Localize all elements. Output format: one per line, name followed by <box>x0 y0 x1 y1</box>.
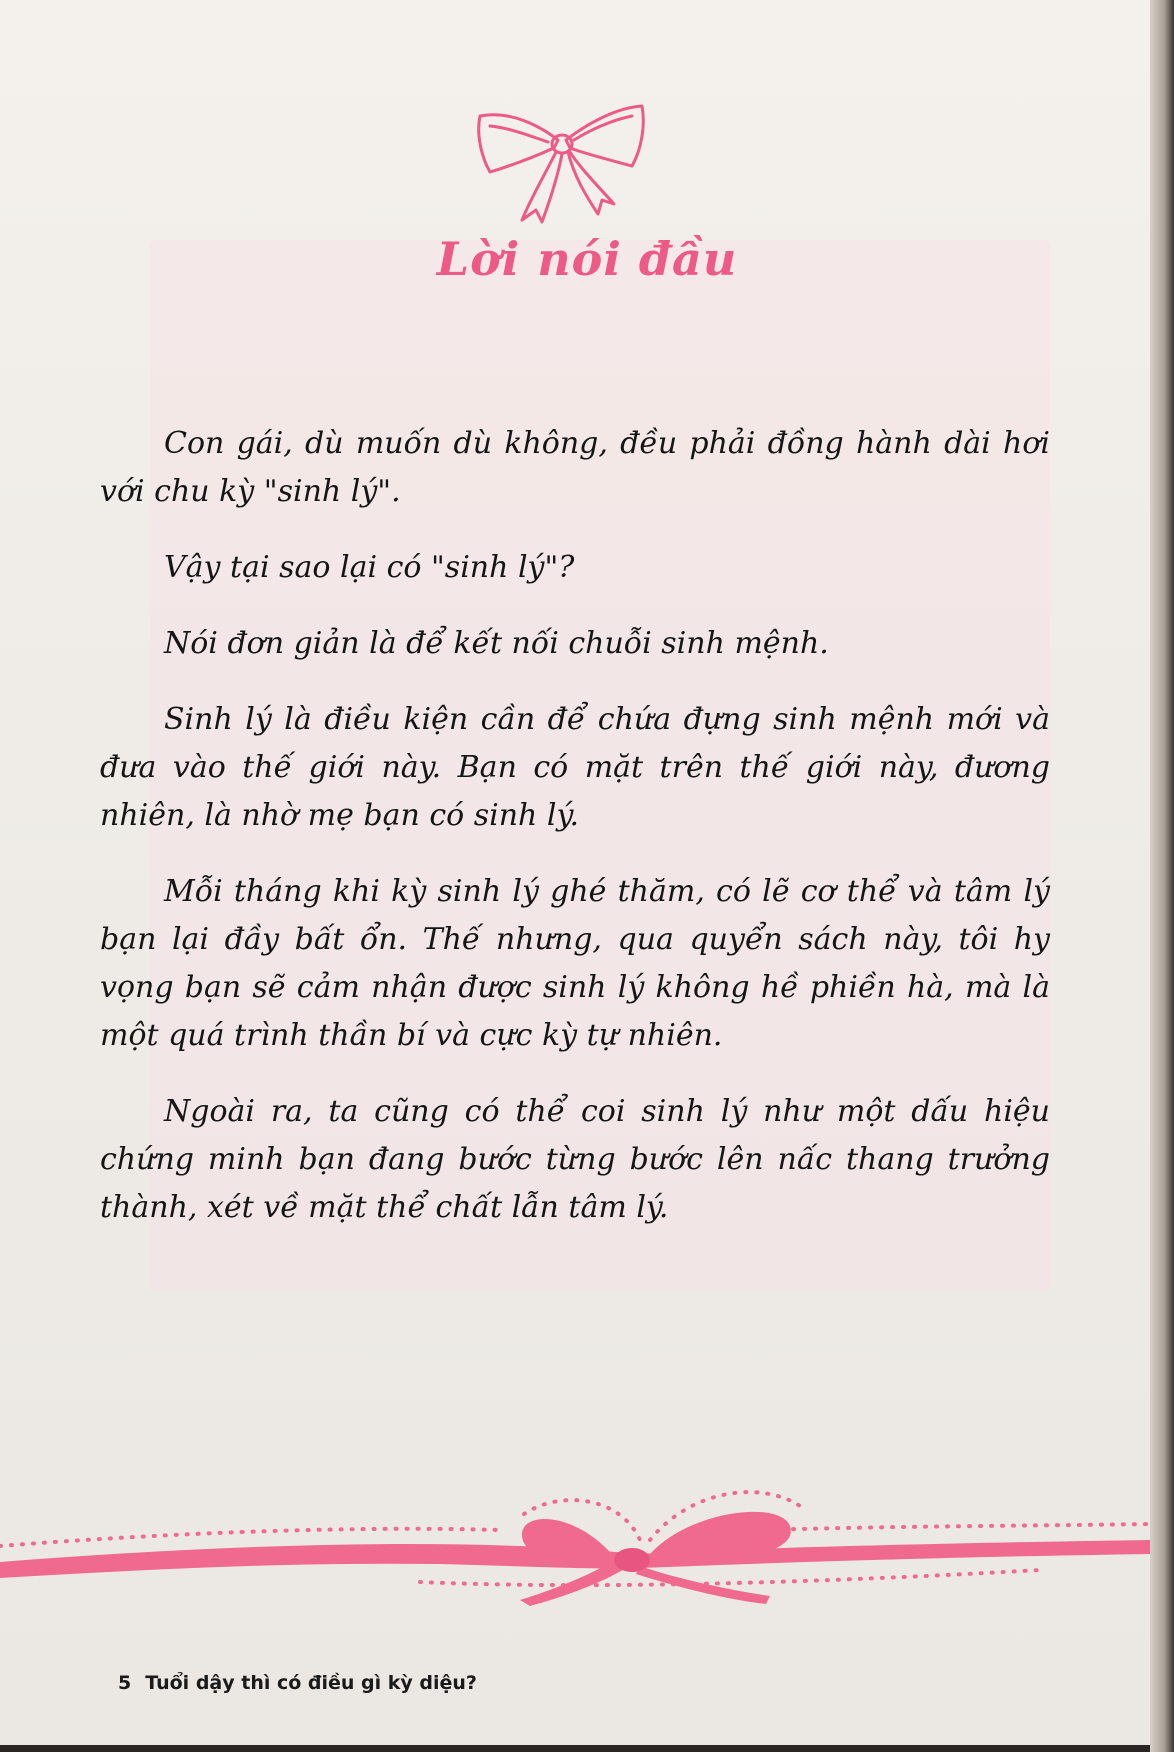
ribbon-bow-icon <box>0 1470 1150 1610</box>
page-title: Lời nói đầu <box>436 232 738 286</box>
body-text <box>100 420 1050 1260</box>
paragraph-4: Sinh lý là điều kiện cần để chứa đựng sinh mệnh mới và đưa vào thế giới này. Bạn có mặt trên thế giới này, đương nhiên, là nhờ mẹ bạn có sinh lý. <box>100 702 1050 833</box>
bow-outline-icon <box>470 96 650 226</box>
paragraph-1: Con gái, dù muốn dù không, đều phải đồng hành dài hơi với chu kỳ "sinh lý". <box>100 426 1050 509</box>
page-number: 5 <box>118 1672 132 1694</box>
paragraph-2: Vậy tại sao lại có "sinh lý"? <box>164 550 575 585</box>
paragraph-6: Ngoài ra, ta cũng có thể coi sinh lý như một dấu hiệu chứng minh bạn đang bước từng bước lên nấc thang trưởng thành, xét về mặt thể chất lẫn tâm lý. <box>100 1094 1050 1225</box>
paragraph-3: Nói đơn giản là để kết nối chuỗi sinh mệnh. <box>164 626 829 661</box>
page-footer <box>118 1672 477 1694</box>
page-edge-shadow <box>1150 0 1174 1752</box>
book-title: Tuổi dậy thì có điều gì kỳ diệu? <box>145 1672 477 1694</box>
paragraph-5: Mỗi tháng khi kỳ sinh lý ghé thăm, có lẽ cơ thể và tâm lý bạn lại đầy bất ổn. Thế nhưng, qua quyển sách này, tôi hy vọng bạn sẽ cảm nhận được sinh lý không hề phiền hà, mà là một quá trình thần bí và cực kỳ tự nhiên. <box>100 874 1050 1053</box>
